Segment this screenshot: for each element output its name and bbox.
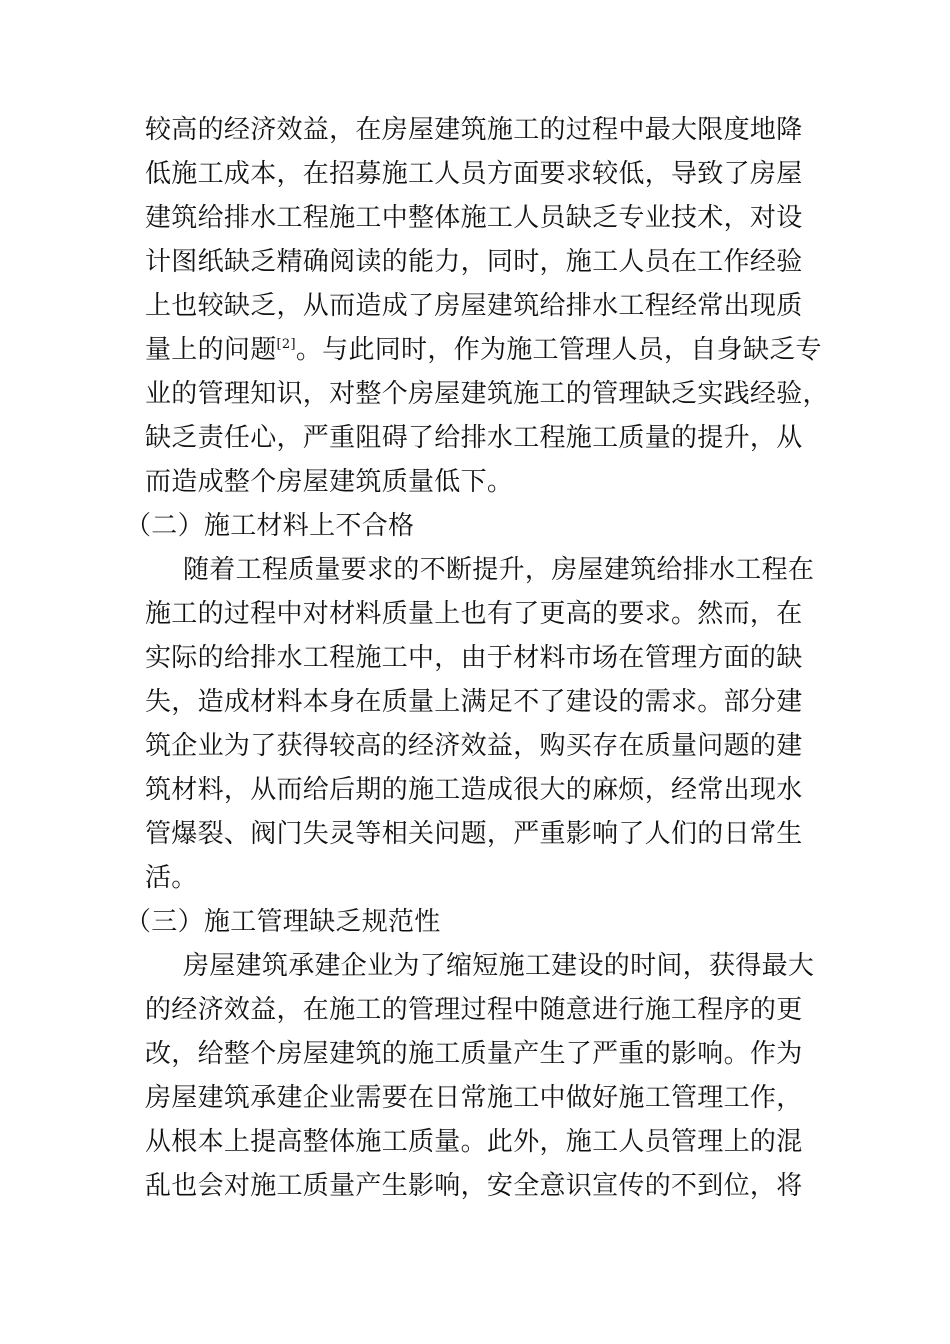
paragraph-line: 乱也会对施工质量产生影响，安全意识宣传的不到位，将: [145, 1171, 803, 1201]
paragraph-line: 上也较缺乏，从而造成了房屋建筑给排水工程经常出现质: [145, 291, 803, 321]
paragraph-line: 活。: [145, 863, 198, 893]
citation-reference: [2]: [276, 337, 296, 352]
paragraph-line: 失，造成材料本身在质量上满足不了建设的需求。部分建: [145, 687, 803, 717]
document-body: [125, 108, 829, 1208]
paragraph-line: 施工的过程中对材料质量上也有了更高的要求。然而，在: [145, 599, 803, 629]
paragraph-line: 改，给整个房屋建筑的施工质量产生了严重的影响。作为: [145, 1039, 803, 1069]
paragraph-line: 建筑给排水工程施工中整体施工人员缺乏专业技术，对设: [145, 203, 803, 233]
paragraph-line: 房屋建筑承建企业需要在日常施工中做好施工管理工作，: [145, 1083, 803, 1113]
paragraph-line: 的经济效益，在施工的管理过程中随意进行施工程序的更: [145, 995, 803, 1025]
paragraph-line: 较高的经济效益，在房屋建筑施工的过程中最大限度地降: [145, 115, 803, 145]
paragraph-line: 管爆裂、阀门失灵等相关问题，严重影响了人们的日常生: [145, 819, 803, 849]
paragraph-line: 实际的给排水工程施工中，由于材料市场在管理方面的缺: [145, 643, 803, 673]
paragraph-line: 筑材料，从而给后期的施工造成很大的麻烦，经常出现水: [145, 775, 803, 805]
paragraph-line: 而造成整个房屋建筑质量低下。: [145, 467, 514, 497]
paragraph-line: 低施工成本，在招募施工人员方面要求较低，导致了房屋: [145, 159, 803, 189]
paragraph-line: 房屋建筑承建企业为了缩短施工建设的时间，获得最大: [183, 951, 815, 981]
paragraph-text: 量上的问题: [145, 335, 277, 365]
paragraph-line: [145, 328, 822, 372]
paragraph-line: 筑企业为了获得较高的经济效益，购买存在质量问题的建: [145, 731, 803, 761]
section-heading: （三）施工管理缺乏规范性: [125, 907, 441, 937]
paragraph-line: 缺乏责任心，严重阻碍了给排水工程施工质量的提升，从: [145, 423, 803, 453]
paragraph-line: 随着工程质量要求的不断提升，房屋建筑给排水工程在: [183, 555, 815, 585]
section-heading: （二）施工材料上不合格: [125, 511, 415, 541]
paragraph-line: 从根本上提高整体施工质量。此外，施工人员管理上的混: [145, 1127, 803, 1157]
paragraph-text: 。与此同时，作为施工管理人员，自身缺乏专: [295, 335, 822, 365]
paragraph-line: 计图纸缺乏精确阅读的能力，同时，施工人员在工作经验: [145, 247, 803, 277]
paragraph-line: 业的管理知识，对整个房屋建筑施工的管理缺乏实践经验，: [145, 379, 829, 409]
